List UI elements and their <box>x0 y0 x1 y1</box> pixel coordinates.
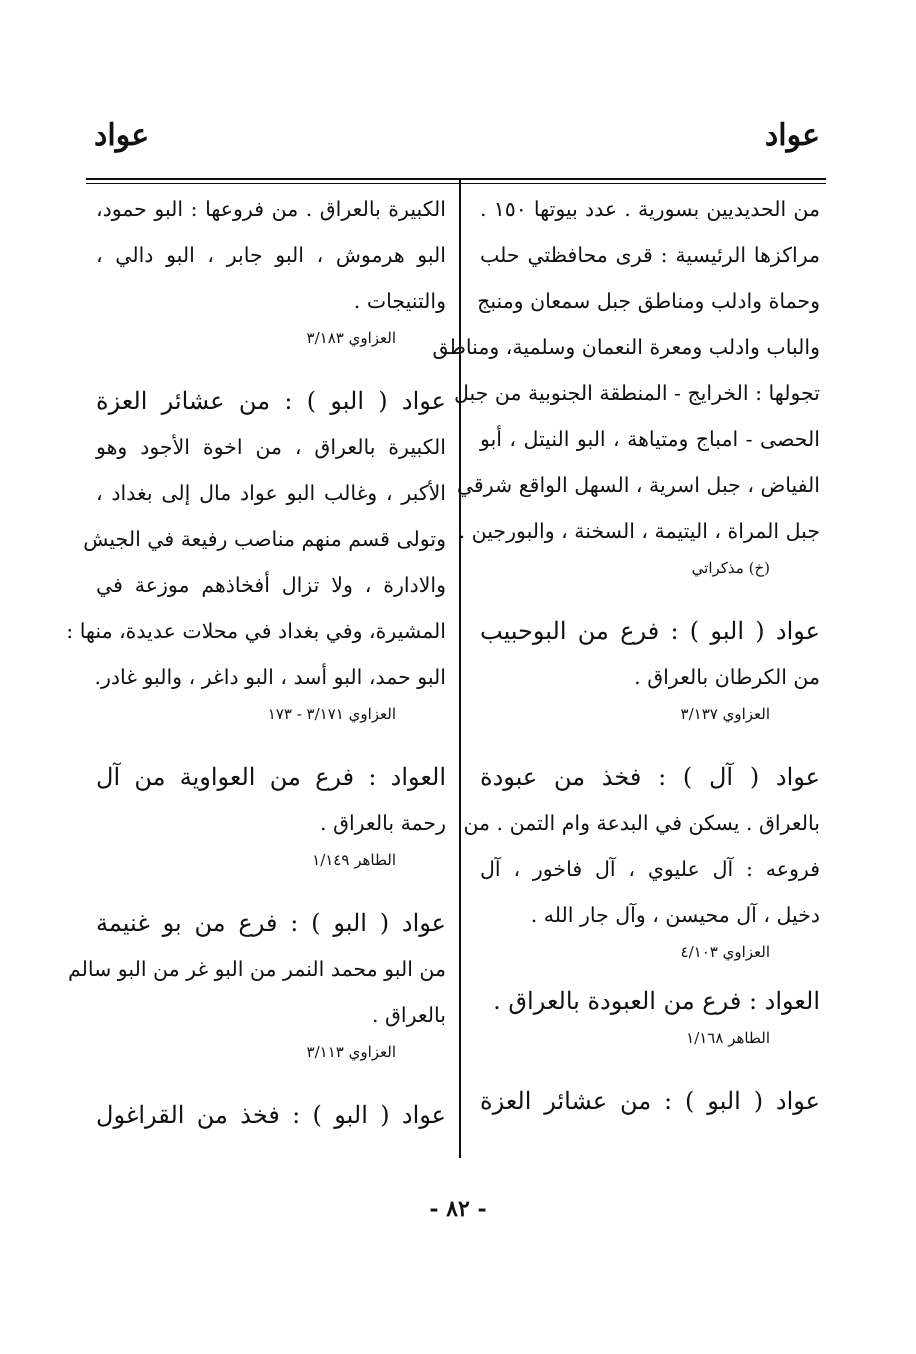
text-line: والادارة ، ولا تزال أفخاذهم موزعة في <box>96 573 446 597</box>
text-line: مراكزها الرئيسية : قرى محافظتي حلب <box>480 243 820 267</box>
text-line: الكبيرة بالعراق ، من اخوة الأجود وهو <box>96 435 446 459</box>
text-line: الكبيرة بالعراق . من فروعها : البو حمود، <box>96 197 446 221</box>
text-line: والتنيجات . <box>353 289 446 313</box>
text-line: البو حمد، البو أسد ، البو داغر ، والبو غادر. <box>94 665 446 689</box>
text-line: من البو محمد النمر من البو غر من البو سالم <box>67 957 446 981</box>
page-number: - ٨٢ - <box>429 1196 487 1222</box>
entry-heading-line: العواد : فرع من العواوية من آل <box>96 763 446 791</box>
text-line: الفياض ، جبل اسرية ، السهل الواقع شرقي <box>456 473 820 497</box>
source-citation: الطاهر ١/١٦٨ <box>686 1029 770 1047</box>
entry-gap <box>480 1064 820 1078</box>
entry-heading-line: عواد ( آل ) : فخذ من عبودة <box>480 763 820 791</box>
text-line: من الكرطان بالعراق . <box>634 665 820 689</box>
text-line: والباب وادلب ومعرة النعمان وسلمية، ومناطق <box>432 335 820 359</box>
text-line: رحمة بالعراق . <box>320 811 446 835</box>
entry-heading-line: عواد ( البو ) : فخذ من القراغول <box>96 1101 446 1129</box>
running-header-right: عواد <box>764 118 820 153</box>
entry-heading-line: عواد ( البو ) : من عشائر العزة <box>96 387 446 415</box>
text-line: دخيل ، آل محيسن ، وآل جار الله . <box>530 903 820 927</box>
entry-heading-line: عواد ( البو ) : من عشائر العزة <box>480 1087 820 1115</box>
entry-heading-line: العواد : فرع من العبودة بالعراق . <box>493 987 820 1015</box>
entry-gap <box>96 364 446 378</box>
text-line: الأكبر ، وغالب البو عواد مال إلى بغداد ، <box>96 481 446 505</box>
running-header-left: عواد <box>94 118 150 153</box>
source-citation: العزاوي ٣/١٣٧ <box>680 705 770 723</box>
source-citation: العزاوي ٣/١٨٣ <box>306 329 396 347</box>
text-line: فروعه : آل عليوي ، آل فاخور ، آل <box>480 857 820 881</box>
entry-heading-line: عواد ( البو ) : فرع من البوحبيب <box>480 617 820 645</box>
text-line: بالعراق . <box>371 1003 446 1027</box>
entry-gap <box>96 1078 446 1092</box>
header-rule-thin <box>86 183 826 184</box>
source-citation: العزاوي ٣/١١٣ <box>306 1043 396 1061</box>
source-citation: الطاهر ١/١٤٩ <box>312 851 396 869</box>
left-column <box>66 186 446 1138</box>
text-line: الحصى - امباج ومتياهة ، البو النيتل ، أبو <box>480 427 820 451</box>
text-line: وتولى قسم منهم مناصب رفيعة في الجيش <box>83 527 446 551</box>
text-line: وحماة وادلب ومناطق جبل سمعان ومنبج <box>477 289 820 313</box>
entry-gap <box>96 740 446 754</box>
source-citation: العزاوي ٤/١٠٣ <box>680 943 770 961</box>
text-line: المشيرة، وفي بغداد في محلات عديدة، منها : <box>66 619 446 643</box>
entry-gap <box>96 886 446 900</box>
text-line: من الحديديين بسورية . عدد بيوتها ١٥٠ . <box>480 197 820 221</box>
text-line: البو هرموش ، البو جابر ، البو دالي ، <box>96 243 446 267</box>
text-line: جبل المراة ، اليتيمة ، السخنة ، والبورجين . <box>458 519 820 543</box>
entry-heading-line: عواد ( البو ) : فرع من بو غنيمة <box>96 909 446 937</box>
right-column <box>432 186 820 1124</box>
source-citation: (خ) مذكراتي <box>691 559 770 577</box>
text-line: تجولها : الخرايج - المنطقة الجنوبية من جبل <box>454 381 820 405</box>
source-citation: العزاوي ٣/١٧١ - ١٧٣ <box>267 705 396 723</box>
text-line: بالعراق . يسكن في البدعة وام التمن . من <box>463 811 820 835</box>
entry-gap <box>480 594 820 608</box>
entry-gap <box>480 740 820 754</box>
header-rule <box>86 178 826 180</box>
